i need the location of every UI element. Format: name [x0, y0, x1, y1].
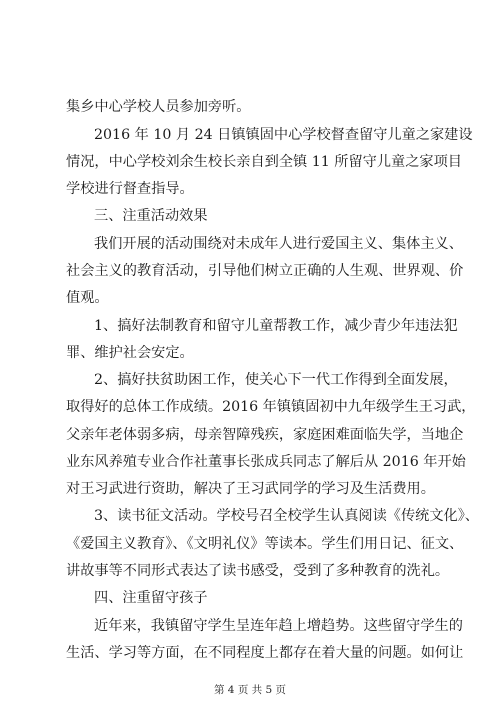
text-line: 业东风养殖专业合作社董事长张成兵同志了解后从 2016 年开始: [66, 454, 466, 470]
text-line: 讲故事等不同形式表达了读书感受，受到了多种教育的洗礼。: [66, 563, 450, 579]
text-line: 我们开展的活动围绕对未成年人进行爱国主义、集体主义、: [94, 236, 463, 252]
text-line: 3、读书征文活动。学校号召全校学生认真阅读《传统文化》、: [94, 508, 479, 524]
text-line: 1、搞好法制教育和留守儿童帮教工作，减少青少年违法犯: [94, 318, 458, 334]
section-heading: 四、注重留守孩子: [94, 590, 208, 606]
text-line: 学校进行督查指导。: [66, 181, 194, 197]
text-line: 社会主义的教育活动，引导他们树立正确的人生观、世界观、价: [66, 263, 464, 279]
text-line: 取得好的总体工作成绩。2016 年镇镇固初中九年级学生王习武，: [66, 399, 476, 415]
text-line: 近年来，我镇留守学生呈连年趋上增趋势。这些留守学生的: [94, 618, 463, 634]
section-heading: 三、注重活动效果: [94, 208, 208, 224]
text-line: 《爱国主义教育》、《文明礼仪》等读本。学生们用日记、征文、: [66, 536, 464, 552]
text-line: 2、搞好扶贫助困工作，使关心下一代工作得到全面发展，: [94, 372, 458, 388]
text-line: 罪、维护社会安定。: [66, 345, 194, 361]
text-line: 2016 年 10 月 24 日镇镇固中心学校督查留守儿童之家建设: [94, 127, 473, 143]
page-footer: 第 4 页 共 5 页: [213, 684, 287, 696]
text-line: 值观。: [66, 290, 109, 306]
text-line: 集乡中心学校人员参加旁听。: [66, 99, 251, 115]
text-line: 对王习武进行资助，解决了王习武同学的学习及生活费用。: [66, 481, 435, 497]
text-line: 情况，中心学校刘余生校长亲自到全镇 11 所留守儿童之家项目: [66, 154, 462, 170]
text-line: 生活、学习等方面，在不同程度上都存在着大量的问题。如何让: [66, 645, 464, 661]
text-line: 父亲年老体弱多病，母亲智障残疾，家庭困难面临失学，当地企: [66, 427, 464, 443]
